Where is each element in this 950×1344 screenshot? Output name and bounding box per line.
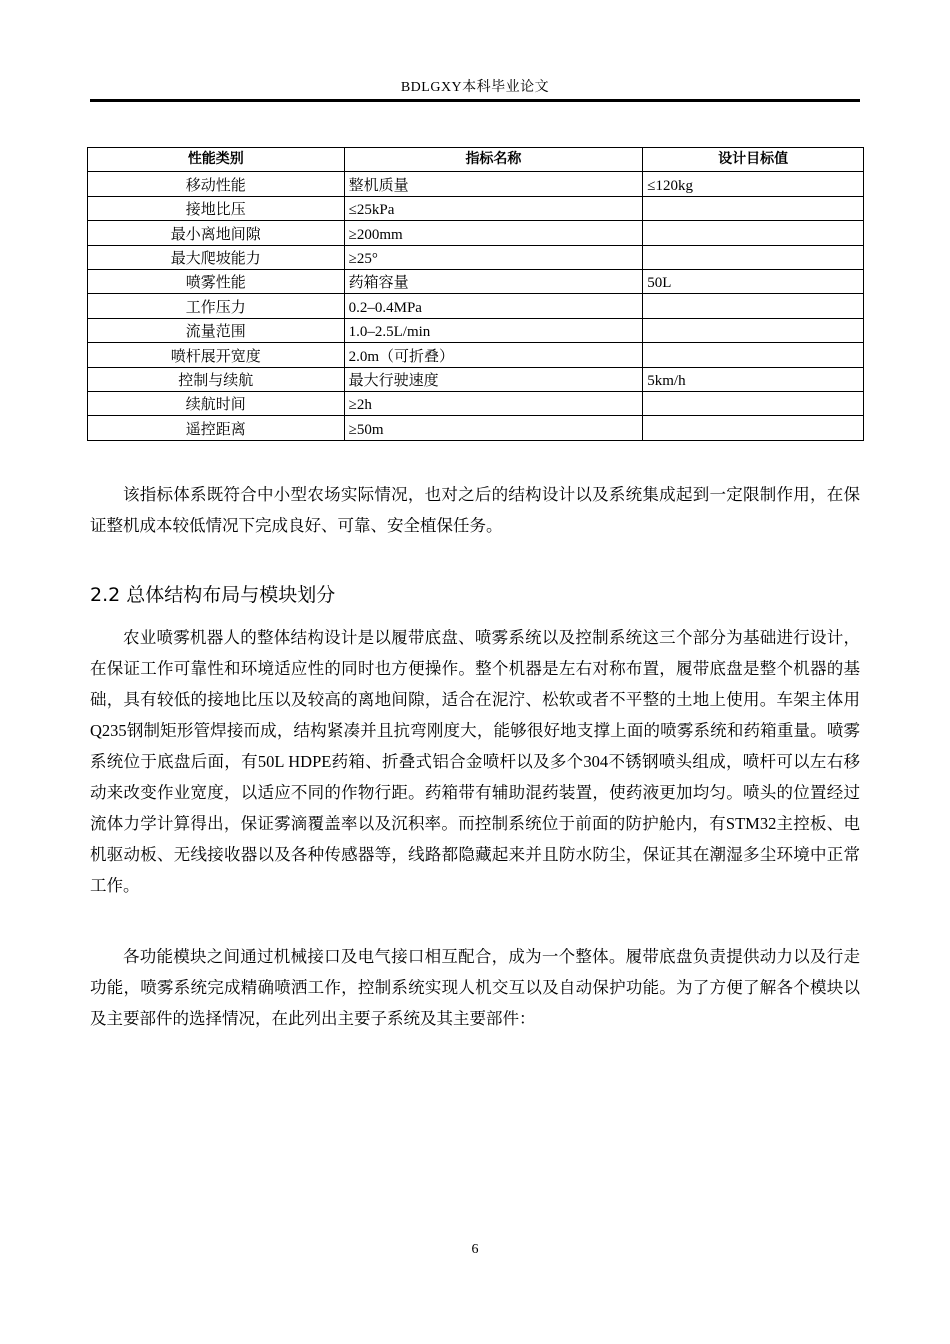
table-cell xyxy=(643,391,864,415)
table-row xyxy=(88,416,864,440)
table-cell: ≥2h xyxy=(344,391,643,415)
table-cell: 1.0–2.5L/min xyxy=(344,318,643,342)
table-cell xyxy=(643,343,864,367)
page-number: 6 xyxy=(471,1242,479,1257)
table-cell: 2.0m（可折叠） xyxy=(344,343,643,367)
table-cell: 移动性能 xyxy=(88,172,345,196)
spec-table xyxy=(87,147,864,441)
table-cell: 最大爬坡能力 xyxy=(88,245,345,269)
table-cell: 50L xyxy=(643,269,864,293)
table-cell: 喷杆展开宽度 xyxy=(88,343,345,367)
table-cell xyxy=(643,221,864,245)
table-cell: 遥控距离 xyxy=(88,416,345,440)
table-cell: 最大行驶速度 xyxy=(344,367,643,391)
table-cell: 续航时间 xyxy=(88,391,345,415)
table-row xyxy=(88,294,864,318)
table-header-row xyxy=(88,148,864,172)
table-cell: 药箱容量 xyxy=(344,269,643,293)
table-row xyxy=(88,245,864,269)
table-cell: 最小离地间隙 xyxy=(88,221,345,245)
table-row xyxy=(88,343,864,367)
table-cell xyxy=(643,196,864,220)
table-body xyxy=(88,172,864,440)
table-cell xyxy=(643,416,864,440)
running-header: BDLGXY本科毕业论文 xyxy=(400,80,550,95)
table-cell: ≥200mm xyxy=(344,221,643,245)
table-row xyxy=(88,318,864,342)
table-row xyxy=(88,367,864,391)
table-cell: ≥50m xyxy=(344,416,643,440)
table-cell xyxy=(643,245,864,269)
table-cell xyxy=(643,294,864,318)
table-cell: 0.2–0.4MPa xyxy=(344,294,643,318)
table-row xyxy=(88,172,864,196)
table-row xyxy=(88,269,864,293)
table-cell xyxy=(643,318,864,342)
paragraph-3: 各功能模块之间通过机械接口及电气接口相互配合，成为一个整体。履带底盘负责提供动力以及行走功能，喷雾系统完成精确喷洒工作，控制系统实现人机交互以及自动保护功能。为了方便了解各个模块以及主要部件的选择情况，在此列出主要子系统及其主要部件： xyxy=(90,947,860,1028)
table-cell: ≤25kPa xyxy=(344,196,643,220)
table-row xyxy=(88,391,864,415)
paragraph-1: 该指标体系既符合中小型农场实际情况，也对之后的结构设计以及系统集成起到一定限制作用，在保证整机成本较低情况下完成良好、可靠、安全植保任务。 xyxy=(90,485,860,535)
table-header-cell: 设计目标值 xyxy=(643,148,864,172)
section-heading: 2.2 总体结构布局与模块划分 xyxy=(90,584,336,606)
table-header-cell: 指标名称 xyxy=(344,148,643,172)
table-cell: 工作压力 xyxy=(88,294,345,318)
table-row xyxy=(88,196,864,220)
table-cell: 整机质量 xyxy=(344,172,643,196)
table-cell: 5km/h xyxy=(643,367,864,391)
table-row xyxy=(88,221,864,245)
table-cell: 控制与续航 xyxy=(88,367,345,391)
table-header-cell: 性能类别 xyxy=(88,148,345,172)
table-cell: 喷雾性能 xyxy=(88,269,345,293)
paragraph-2: 农业喷雾机器人的整体结构设计是以履带底盘、喷雾系统以及控制系统这三个部分为基础进行设计，在保证工作可靠性和环境适应性的同时也方便操作。整个机器是左右对称布置，履带底盘是整个机器的基础，具有较低的接地比压以及较高的离地间隙，适合在泥泞、松软或者不平整的土地上使用。车架主体用Q235钢制矩形管焊接而成，结构紧凑并且抗弯刚度大，能够很好地支撑上面的喷雾系统和药箱重量。喷雾系统位于底盘后面，有50L HDPE药箱、折叠式铝合金喷杆以及多个304不锈钢喷头组成，喷杆可以左右移动来改变作业宽度，以适应不同的作物行距。药箱带有辅助混药装置，使药液更加均匀。喷头的位置经过流体力学计算得出，保证雾滴覆盖率以及沉积率。而控制系统位于前面的防护舱内，有STM32主控板、电机驱动板、无线接收器以及各种传感器等，线路都隐藏起来并且防水防尘，保证其在潮湿多尘环境中正常工作。 xyxy=(90,628,860,895)
table-cell: 接地比压 xyxy=(88,196,345,220)
table-cell: ≥25° xyxy=(344,245,643,269)
header-rule xyxy=(90,99,860,102)
table-cell: ≤120kg xyxy=(643,172,864,196)
table-cell: 流量范围 xyxy=(88,318,345,342)
